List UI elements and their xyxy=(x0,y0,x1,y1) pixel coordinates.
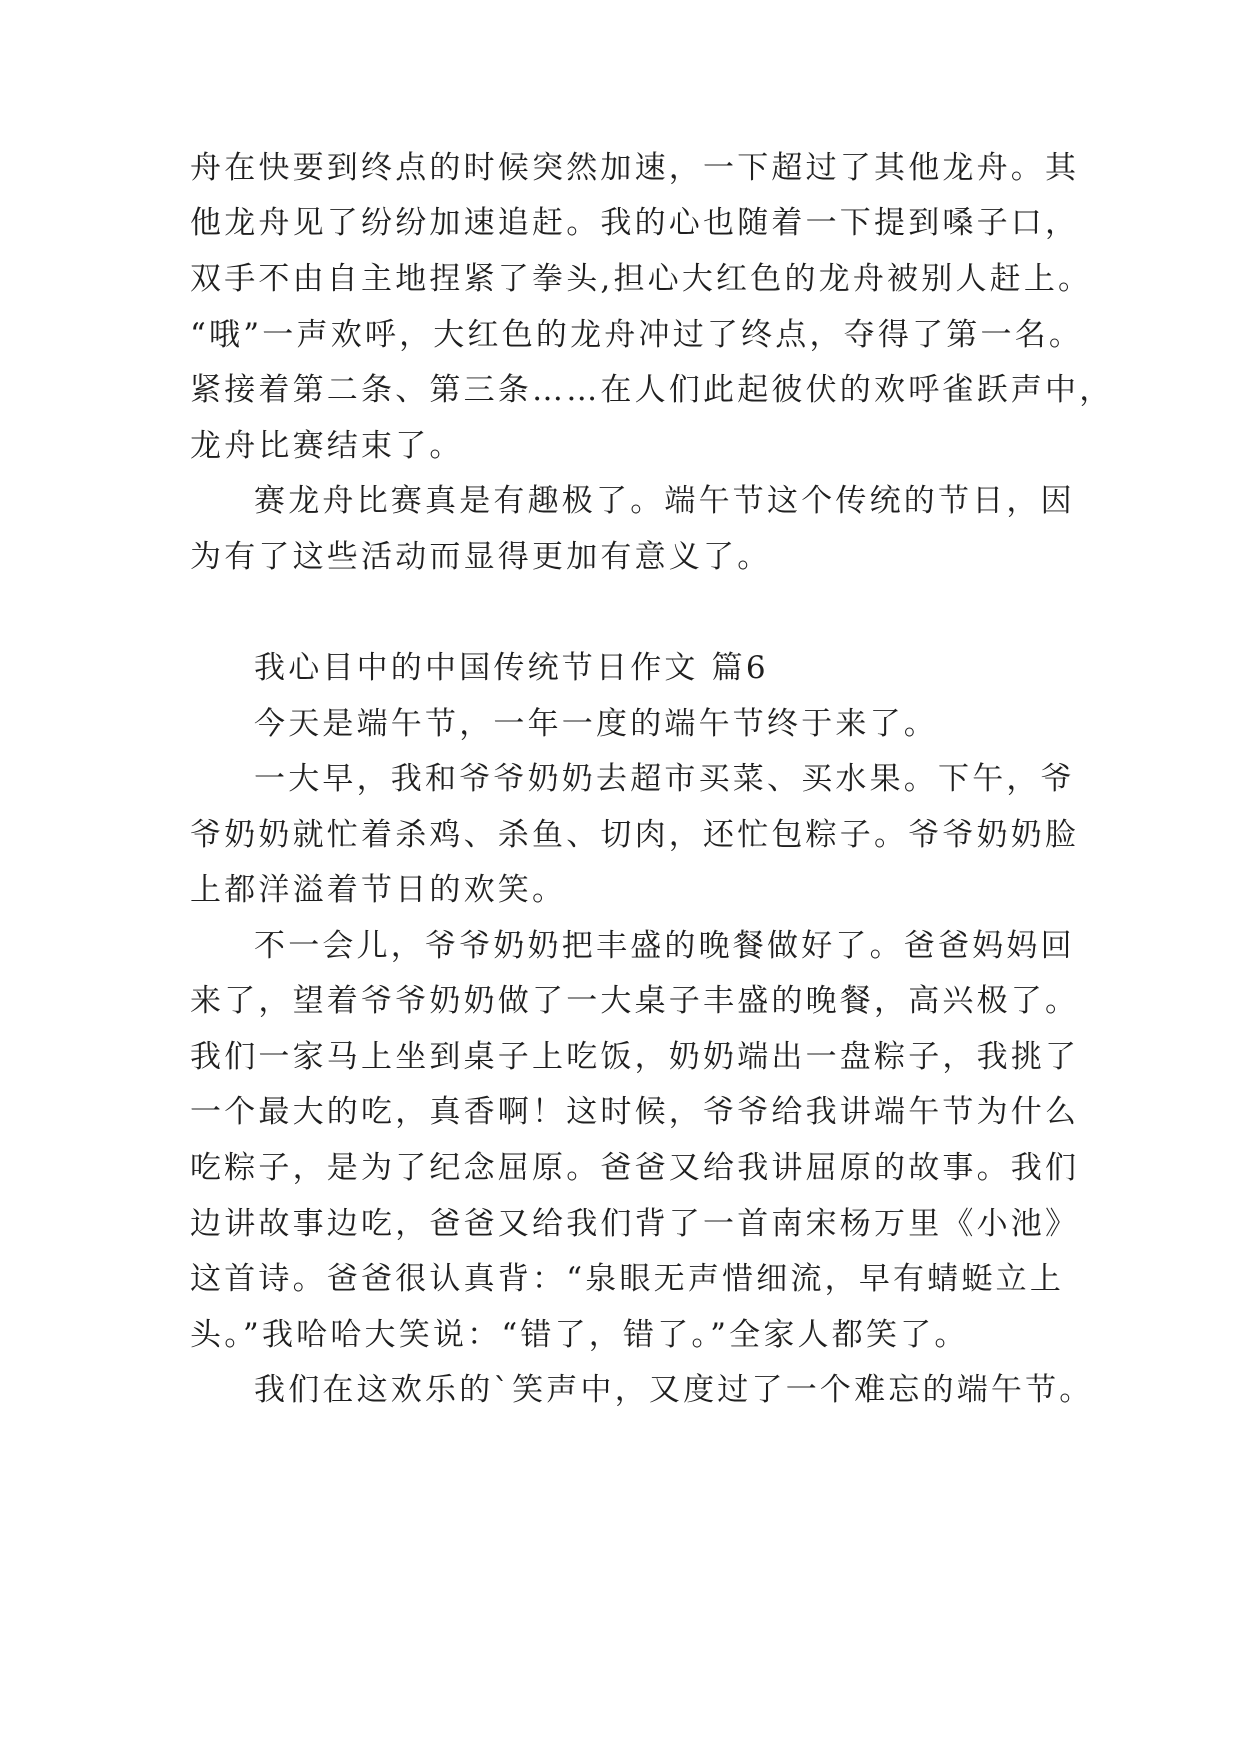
text-line: 紧接着第二条、第三条……在人们此起彼伏的欢呼雀跃声中， xyxy=(190,372,1114,408)
text-line: 边讲故事边吃，爸爸又给我们背了一首南宋杨万里《小池》 xyxy=(190,1206,1080,1242)
text-line: 一大早，我和爷爷奶奶去超市买菜、买水果。下午，爷 xyxy=(254,761,1075,797)
text-line: 吃粽子，是为了纪念屈原。爸爸又给我讲屈原的故事。我们 xyxy=(190,1150,1080,1186)
text-line: 不一会儿，爷爷奶奶把丰盛的晚餐做好了。爸爸妈妈回 xyxy=(254,928,1075,964)
text-line: 这首诗。爸爸很认真背：“泉眼无声惜细流，早有蜻蜓立上 xyxy=(190,1261,1065,1297)
text-line: 他龙舟见了纷纷加速追赶。我的心也随着一下提到嗓子口， xyxy=(190,205,1080,241)
text-line: 我们一家马上坐到桌子上吃饭，奶奶端出一盘粽子，我挑了 xyxy=(190,1039,1080,1075)
section-title: 我心目中的中国传统节日作文 篇6 xyxy=(254,650,769,686)
text-line: 赛龙舟比赛真是有趣极了。端午节这个传统的节日，因 xyxy=(254,483,1075,519)
text-line: 我们在这欢乐的`笑声中，又度过了一个难忘的端午节。 xyxy=(254,1372,1094,1408)
text-line: 今天是端午节，一年一度的端午节终于来了。 xyxy=(254,706,938,742)
text-line: 一个最大的吃，真香啊！这时候，爷爷给我讲端午节为什么 xyxy=(190,1094,1080,1130)
text-line: 上都洋溢着节日的欢笑。 xyxy=(190,872,567,908)
text-line: 龙舟比赛结束了。 xyxy=(190,428,464,464)
text-line: 来了，望着爷爷奶奶做了一大桌子丰盛的晚餐，高兴极了。 xyxy=(190,983,1080,1019)
text-line: 头。”我哈哈大笑说：“错了，错了。”全家人都笑了。 xyxy=(190,1317,969,1353)
document-page xyxy=(190,0,1114,1754)
text-line: 爷奶奶就忙着杀鸡、杀鱼、切肉，还忙包粽子。爷爷奶奶脸 xyxy=(190,817,1080,853)
text-line: “哦”一声欢呼，大红色的龙舟冲过了终点，夺得了第一名。 xyxy=(190,317,1084,353)
text-line: 双手不由自主地捏紧了拳头,担心大红色的龙舟被别人赶上。 xyxy=(190,261,1093,297)
text-line: 舟在快要到终点的时候突然加速，一下超过了其他龙舟。其 xyxy=(190,150,1080,186)
text-line: 为有了这些活动而显得更加有意义了。 xyxy=(190,539,772,575)
